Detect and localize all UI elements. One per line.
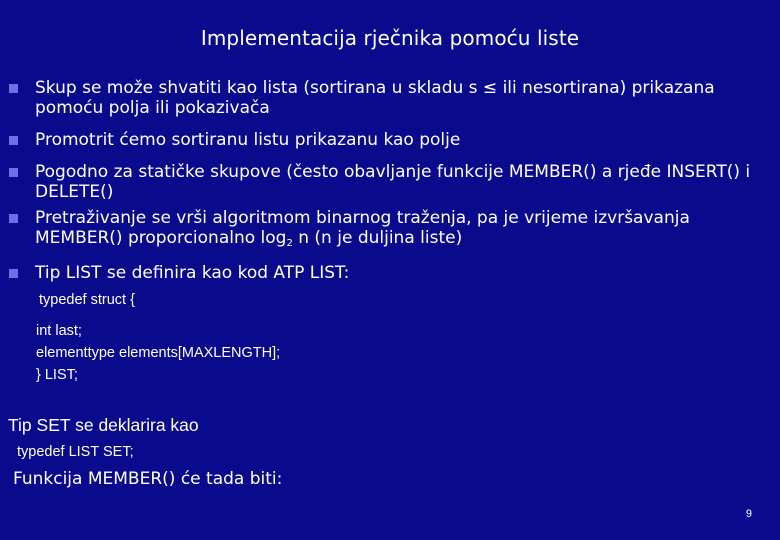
code-line: } LIST; [36, 367, 78, 383]
bullet-text-after: n (n je duljina liste) [292, 228, 463, 248]
bullet-text: Tip LIST se definira kao kod ATP LIST: [35, 263, 350, 283]
bullet-item [35, 130, 755, 150]
bullet-item [35, 208, 755, 248]
bullet-text: Pogodno za statičke skupove (često obavljanje funkcije MEMBER() a rjeđe INSERT() i DELETE() [35, 162, 751, 202]
log-subscript: 2 [286, 238, 293, 249]
bullet-item [35, 162, 755, 202]
square-bullet-icon [9, 84, 18, 93]
page-number: 9 [745, 508, 752, 520]
bullet-item [35, 263, 755, 283]
member-function-text: Funkcija MEMBER() će tada biti: [13, 469, 283, 489]
bullet-text: Promotrit ćemo sortiranu listu prikazanu kao polje [35, 130, 461, 150]
square-bullet-icon [9, 136, 18, 145]
code-line: elementtype elements[MAXLENGTH]; [36, 345, 281, 361]
square-bullet-icon [9, 269, 18, 278]
code-typedef-struct: typedef struct { [39, 292, 135, 308]
code-line: int last; [36, 323, 82, 339]
square-bullet-icon [9, 214, 18, 223]
bullet-text-before: Pretraživanje se vrši algoritmom binarnog traženja, pa je vrijeme izvršavanja MEMBER() proporcionalno log [35, 208, 690, 248]
bullet-text [35, 208, 690, 248]
bullet-text: Skup se može shvatiti kao lista (sortirana u skladu s ≤ ili nesortirana) prikazana pomoću polja ili pokazivača [35, 78, 715, 118]
set-typedef-code: typedef LIST SET; [17, 444, 134, 460]
bullet-item [35, 78, 755, 118]
slide-title: Implementacija rječnika pomoću liste [200, 26, 580, 50]
square-bullet-icon [9, 168, 18, 177]
code-block [36, 320, 280, 386]
set-declaration-text: Tip SET se deklarira kao [8, 415, 199, 435]
